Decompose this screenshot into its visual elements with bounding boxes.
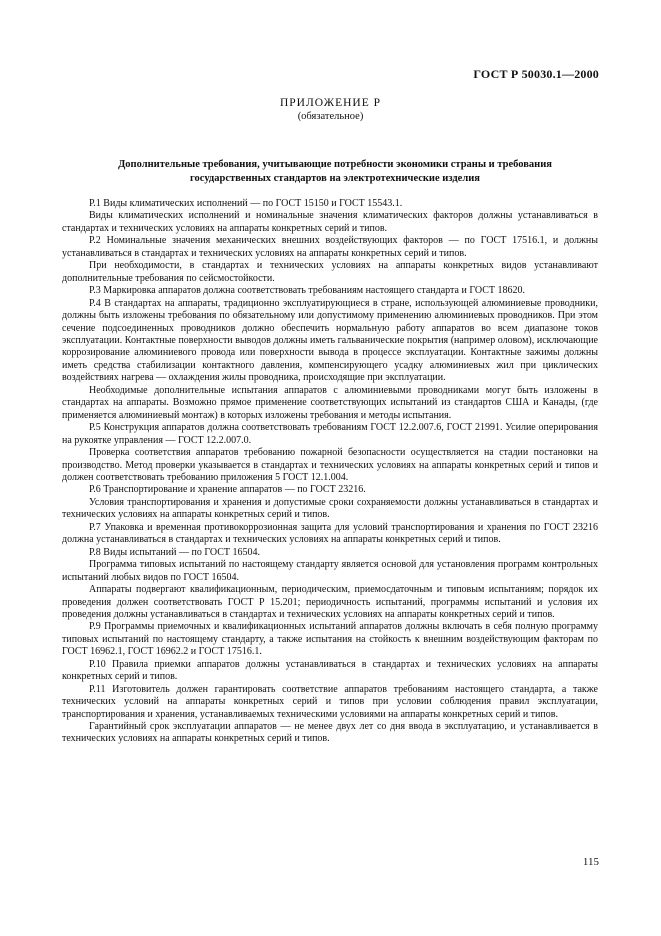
appendix-subtitle: (обязательное) [297,111,364,122]
paragraph: Р.4 В стандартах на аппараты, традиционно эксплуатирующиеся в стране, использующей алюминиевые проводники, должны быть изложены требования по обязательному или допустимому применению алюминиевых проводников. При этом сечение подсоединенных проводников должно обеспечить нормальную работу аппаратов во всем диапазоне токов эксплуатации. Контактные поверхности выводов должны иметь гальванические покрытия (например оловом), исключающие коррозирование алюминиевого провода или поверхности вывода в процессе эксплуатации. Контактные зажимы должны иметь средства стабилизации контактного давления, компенсирующего усадку алюминиевых жил при циклических воздействиях нагрева — охлаждения жилы проводника, происходящие при эксплуатации. [62,297,598,384]
paragraph: Р.10 Правила приемки аппаратов должны устанавливаться в стандартах и технических условиях на аппараты конкретных серий и типов. [62,658,598,683]
standard-code: ГОСТ Р 50030.1—2000 [473,67,599,81]
paragraph: Программа типовых испытаний по настоящему стандарту является основой для установления программ контрольных испытаний любых видов по ГОСТ 16504. [62,559,598,583]
paragraph: Проверка соответствия аппаратов требованию пожарной безопасности осуществляется на стадии постановки на производство. Метод проверки указывается в стандартах и технических условиях на аппараты конкретных серий и типов и должен соответствовать требованию приложения 5 ГОСТ 12.1.004. [62,447,598,483]
document-body [62,198,598,746]
paragraph: Виды климатических исполнений и номинальные значения климатических факторов должны устанавливаться в стандартах и технических условиях на аппараты конкретных серий и типов. [62,210,598,234]
paragraph: Р.6 Транспортирование и хранение аппаратов — по ГОСТ 23216. [89,484,366,496]
paragraph: Р.3 Маркировка аппаратов должна соответствовать требованиям настоящего стандарта и ГОСТ 18620. [89,285,525,297]
paragraph: Р.1 Виды климатических исполнений — по ГОСТ 15150 и ГОСТ 15543.1. [89,198,403,209]
paragraph: Р.5 Конструкция аппаратов должна соответствовать требованиям ГОСТ 12.2.007.6, ГОСТ 21991. Усилие оперирования на рукоятке управления — ГОСТ 12.2.007.0. [62,422,598,446]
paragraph: Р.11 Изготовитель должен гарантировать соответствие аппаратов требованиям настоящего стандарта, а также технических условий на аппараты конкретных серий и типов при условии соблюдения правил эксплуатации, транспортирования и хранения, устанавливаемых техническими условиями на аппараты конкретных серий и типов. [62,683,598,720]
section-heading: Дополнительные требования, учитывающие потребности экономики страны и требования государственных стандартов на электротехнические изделия [118,159,552,184]
paragraph: Р.2 Номинальные значения механических внешних воздействующих факторов — по ГОСТ 17516.1, и должны устанавливаться в стандартах и технических условиях на аппараты конкретных серий и типов. [62,235,598,259]
paragraph: При необходимости, в стандартах и технических условиях на аппараты конкретных видов устанавливают дополнительные требования по сейсмостойкости. [62,260,598,284]
page-number: 115 [582,856,599,868]
paragraph: Аппараты подвергают квалификационным, периодическим, приемосдаточным и типовым испытаниям; порядок их проведения должен соответствовать ГОСТ Р 15.201; периодичность испытаний, программы испытаний и условия их проведения должны устанавливаться в стандартах и технических условиях на аппараты конкретных серий и типов. [62,584,598,620]
paragraph: Р.9 Программы приемочных и квалификационных испытаний аппаратов должны включать в себя полную программу типовых испытаний по настоящему стандарту, а также испытания на стойкость к внешним воздействующим факторам по ГОСТ 16962.1, ГОСТ 16962.2 и ГОСТ 17516.1. [62,621,598,658]
paragraph: Условия транспортирования и хранения и допустимые сроки сохраняемости должны устанавливаться в стандартах и технических условиях на аппараты конкретных серий и типов. [62,496,598,521]
paragraph: Р.7 Упаковка и временная противокоррозионная защита для условий транспортирования и хранения по ГОСТ 23216 должна устанавливаться в стандартах и технических условиях на аппараты конкретных серий и типов. [62,521,598,546]
paragraph: Гарантийный срок эксплуатации аппаратов — не менее двух лет со дня ввода в эксплуатацию, и устанавливается в технических условиях на аппараты конкретных серий и типов. [62,721,598,745]
paragraph: Необходимые дополнительные испытания аппаратов с алюминиевыми проводниками могут быть изложены в стандартах на аппараты. Возможно прямое применение соответствующих испытаний из стандартов США и Канады, (где применяется алюминиевый монтаж) в которых изложены требования и методы испытания. [62,384,598,421]
paragraph: Р.8 Виды испытаний — по ГОСТ 16504. [89,546,260,558]
appendix-title: ПРИЛОЖЕНИЕ Р [279,97,382,109]
